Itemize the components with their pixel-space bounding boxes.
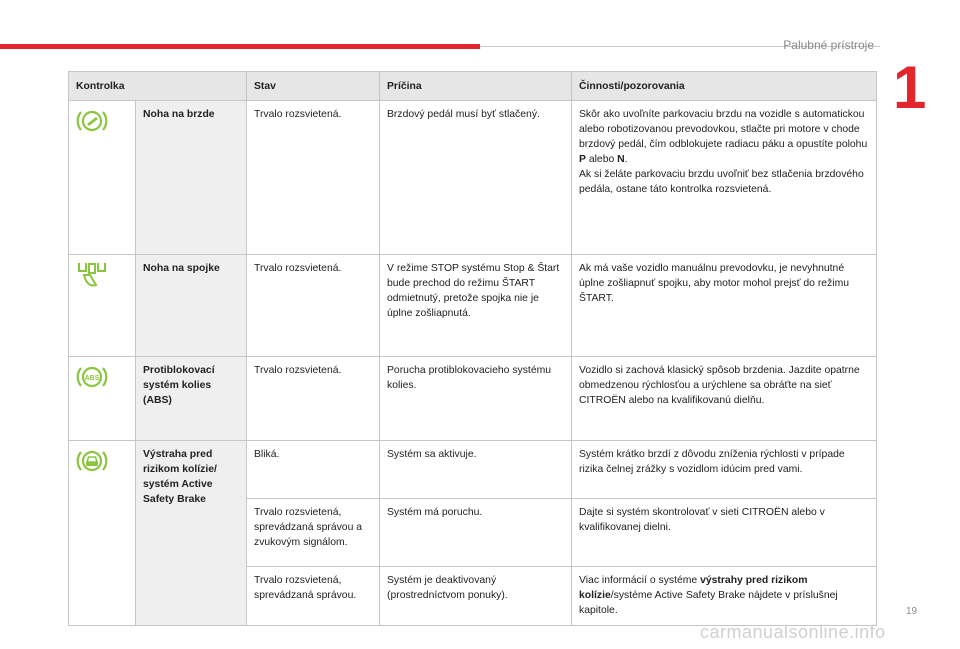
header-accent-bar bbox=[0, 44, 480, 49]
action-cell: Vozidlo si zachová klasický spôsob brzdenia. Jazdite opatrne obmedzenou rýchlosťou a urýchlene sa obráťte na sieť CITROËN alebo na kvalifikovanú dielňu. bbox=[572, 357, 877, 441]
column-header-cinnosti: Činnosti/pozorovania bbox=[572, 72, 877, 101]
table-row bbox=[69, 357, 877, 441]
state-cell: Trvalo rozsvietená, sprevádzaná správou. bbox=[247, 567, 380, 626]
table-row bbox=[69, 101, 877, 255]
page-number: 19 bbox=[906, 606, 918, 617]
indicator-name: Výstraha pred rizikom kolízie/ systém Active Safety Brake bbox=[136, 441, 247, 626]
clutch-pedal-foot-icon bbox=[76, 261, 108, 289]
cause-cell: Systém je deaktivovaný (prostredníctvom ponuky). bbox=[380, 567, 572, 626]
icon-cell bbox=[69, 255, 136, 357]
warning-lights-table bbox=[68, 71, 877, 626]
column-header-kontrolka: Kontrolka bbox=[69, 72, 247, 101]
abs-icon bbox=[76, 363, 108, 391]
table-row bbox=[69, 255, 877, 357]
cause-cell: Systém sa aktivuje. bbox=[380, 441, 572, 499]
cause-cell: Porucha protiblokovacieho systému kolies. bbox=[380, 357, 572, 441]
indicator-name: Protiblokovací systém kolies (ABS) bbox=[136, 357, 247, 441]
state-cell: Trvalo rozsvietená, sprevádzaná správou a zvukovým signálom. bbox=[247, 499, 380, 567]
brake-pedal-foot-icon bbox=[76, 107, 108, 135]
state-cell: Bliká. bbox=[247, 441, 380, 499]
table-header-row bbox=[69, 72, 877, 101]
cause-cell: Brzdový pedál musí byť stlačený. bbox=[380, 101, 572, 255]
action-cell: Systém krátko brzdí z dôvodu zníženia rýchlosti v prípade rizika čelnej zrážky s vozidlom idúcim pred vami. bbox=[572, 441, 877, 499]
watermark-text: carmanualsonline.info bbox=[700, 622, 886, 642]
column-header-pricina: Príčina bbox=[380, 72, 572, 101]
chapter-number: 1 bbox=[893, 54, 927, 121]
table-row bbox=[69, 441, 877, 499]
action-cell: Viac informácií o systéme výstrahy pred rizikom kolízie/systéme Active Safety Brake nájdete v príslušnej kapitole. bbox=[572, 567, 877, 626]
collision-warning-icon bbox=[76, 447, 108, 475]
indicator-name: Noha na brzde bbox=[136, 101, 247, 255]
state-cell: Trvalo rozsvietená. bbox=[247, 255, 380, 357]
cause-cell: Systém má poruchu. bbox=[380, 499, 572, 567]
icon-cell bbox=[69, 101, 136, 255]
column-header-stav: Stav bbox=[247, 72, 380, 101]
cause-cell: V režime STOP systému Stop & Štart bude prechod do režimu ŠTART odmietnutý, pretože spojka nie je úplne zošliapnutá. bbox=[380, 255, 572, 357]
icon-cell bbox=[69, 441, 136, 626]
action-cell: Ak má vaše vozidlo manuálnu prevodovku, je nevyhnutné úplne zošliapnuť spojku, aby motor mohol prejsť do režimu ŠTART. bbox=[572, 255, 877, 357]
svg-text:ABS: ABS bbox=[84, 375, 100, 382]
state-cell: Trvalo rozsvietená. bbox=[247, 357, 380, 441]
state-cell: Trvalo rozsvietená. bbox=[247, 101, 380, 255]
section-title: Palubné prístroje bbox=[783, 38, 874, 52]
icon-cell bbox=[69, 357, 136, 441]
action-cell: Skôr ako uvoľníte parkovaciu brzdu na vozidle s automatickou alebo robotizovanou prevodovkou, stlačte pri motore v chode brzdový pedál, čím odblokujete radiacu páku a opustíte polohu P alebo N. Ak si želáte parkovaciu brzdu uvoľniť bez stlačenia brzdového pedála, ostane táto kontrolka rozsvietená. bbox=[572, 101, 877, 255]
action-cell: Dajte si systém skontrolovať v sieti CITROËN alebo v kvalifikovanej dielni. bbox=[572, 499, 877, 567]
indicator-name: Noha na spojke bbox=[136, 255, 247, 357]
